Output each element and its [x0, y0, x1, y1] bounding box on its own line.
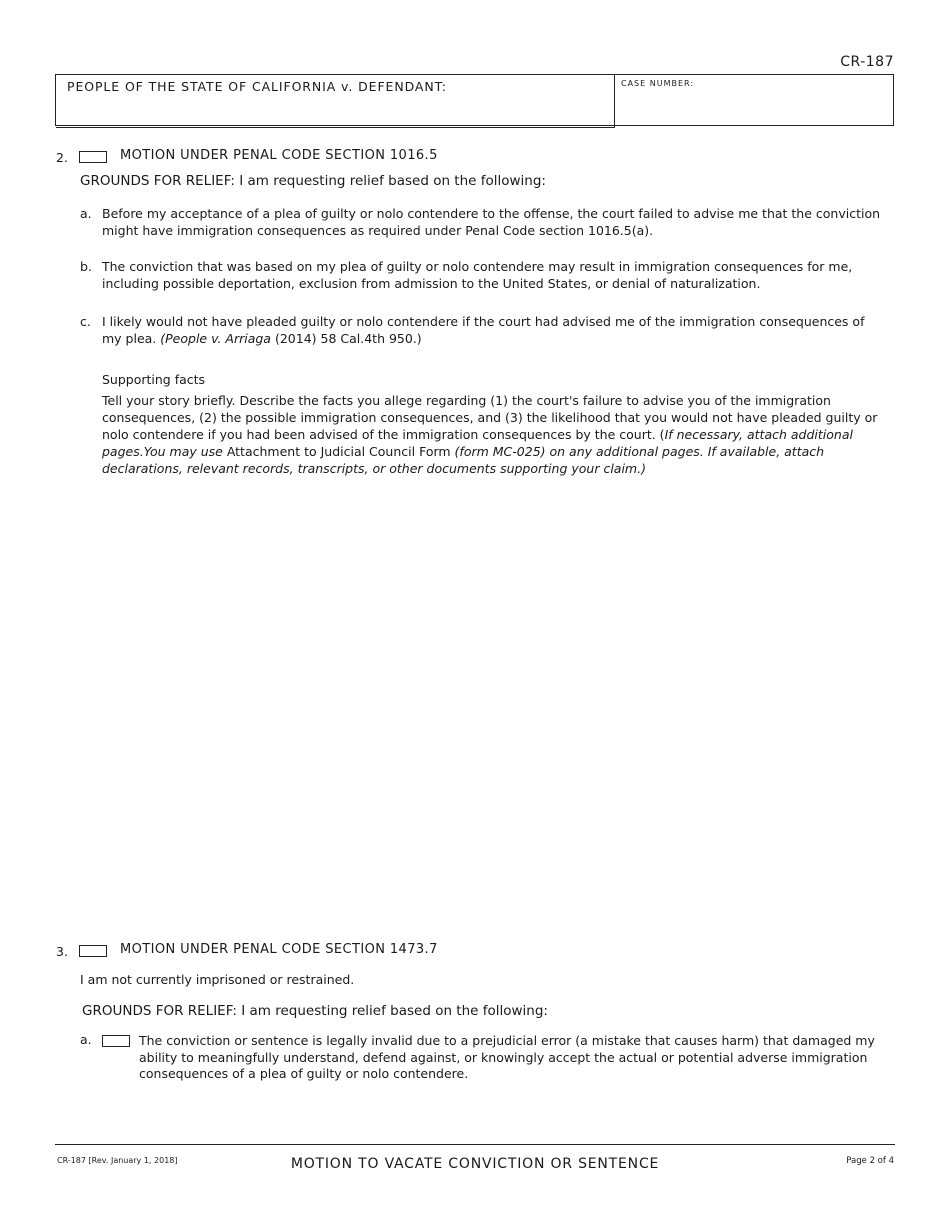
section-3-item-a-letter: a. [80, 1032, 92, 1047]
item-c-citation: (2014) 58 Cal.4th 950.) [270, 330, 422, 346]
supporting-instructions-italic-2: (form MC-025) on any additional pages. If available, attach declarations, relevant records, transcripts, or other documents supporting your claim.) [102, 444, 825, 476]
case-number-input[interactable] [621, 92, 890, 122]
section-3-checkbox[interactable] [79, 945, 107, 957]
section-2-title: MOTION UNDER PENAL CODE SECTION 1016.5 [120, 148, 438, 163]
section-3-statement: I am not currently imprisoned or restrained. [80, 972, 355, 987]
footer-rule [55, 1144, 895, 1145]
footer-form-title: MOTION TO VACATE CONVICTION OR SENTENCE [290, 1156, 660, 1172]
form-code: CR-187 [840, 54, 894, 70]
section-3-title: MOTION UNDER PENAL CODE SECTION 1473.7 [120, 942, 438, 957]
supporting-instructions-form-name: Attachment to Judicial Council Form [222, 444, 455, 459]
section-2-item-c-letter: c. [80, 314, 91, 329]
case-number-label: CASE NUMBER: [621, 79, 695, 88]
section-3-grounds: GROUNDS FOR RELIEF: I am requesting relief based on the following: [82, 1003, 548, 1019]
footer-page-number: Page 2 of 4 [846, 1156, 894, 1166]
section-2-item-a-letter: a. [80, 206, 92, 221]
section-2-item-c-text [102, 314, 882, 347]
section-3-number: 3. [56, 944, 68, 959]
supporting-facts-instructions [102, 392, 882, 477]
section-3-item-a-text: The conviction or sentence is legally invalid due to a prejudicial error (a mistake that causes harm) that damaged my ability to meaningfully understand, defend against, or knowingly accept the actual or potential adverse immigration consequences of a plea of guilty or nolo contendere. [139, 1033, 875, 1081]
section-2-item-a-text: Before my acceptance of a plea of guilty or nolo contendere to the offense, the court failed to advise me that the conviction might have immigration consequences as required under Penal Code section 1016.5(a). [102, 206, 881, 238]
supporting-instructions-italic-1: If necessary, attach additional pages.You may use [102, 427, 853, 459]
caption-cell [56, 75, 615, 128]
section-2-number: 2. [56, 150, 68, 165]
section-2-checkbox[interactable] [79, 151, 107, 163]
item-c-case-name: (People v. Arriaga [160, 330, 271, 346]
footer-form-revision: CR-187 [Rev. January 1, 2018] [57, 1156, 178, 1165]
section-3-item-a-checkbox[interactable] [102, 1035, 130, 1047]
section-2-grounds: GROUNDS FOR RELIEF: I am requesting relief based on the following: [80, 173, 546, 189]
case-caption-box [55, 74, 894, 126]
item-c-text-main: I likely would not have pleaded guilty or nolo contendere if the court had advised me of the immigration consequences of my plea. [102, 314, 865, 346]
section-2-item-b-text: The conviction that was based on my plea of guilty or nolo contendere may result in immigration consequences for me, including possible deportation, exclusion from admission to the United States, or denial of naturalization. [102, 259, 853, 291]
supporting-facts-label: Supporting facts [102, 372, 206, 387]
caption-label: PEOPLE OF THE STATE OF CALIFORNIA v. DEFENDANT: [67, 79, 447, 94]
supporting-facts-textarea[interactable] [100, 485, 889, 929]
supporting-instructions-text: Tell your story briefly. Describe the facts you allege regarding (1) the court's failure to advise you of the immigration consequences, (2) the possible immigration consequences, and (3) the likelihood that you would not have pleaded guilty or nolo contendere if you had been advised of the immigration consequences by the court. ( [102, 393, 878, 442]
section-2-item-b-letter: b. [80, 259, 92, 274]
